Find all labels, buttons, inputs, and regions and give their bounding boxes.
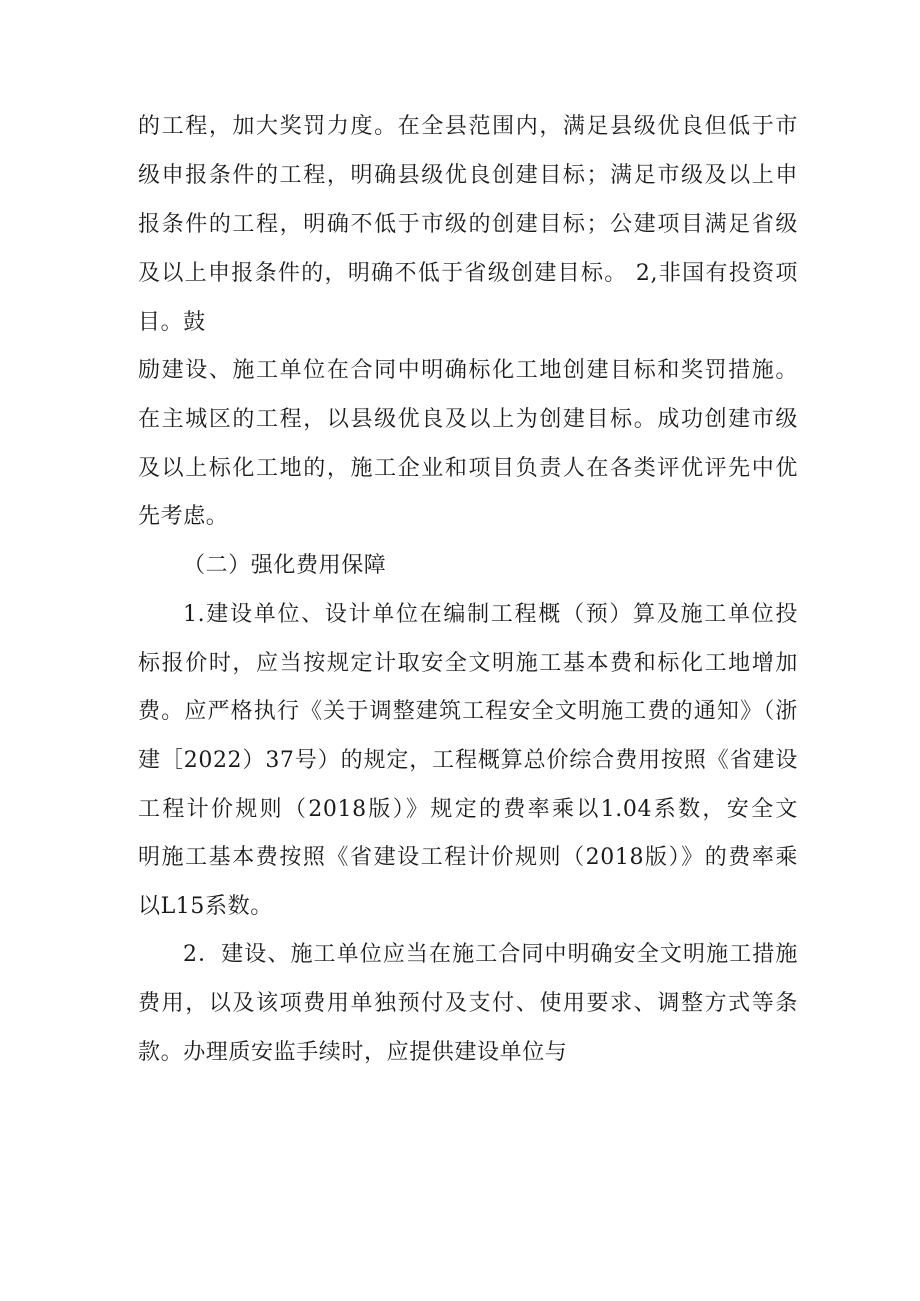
text-line: 费用，以及该项费用单独预付及支付、使用要求、调整方式等条 <box>138 991 798 1016</box>
text-line: 级申报条件的工程，明确县级优良创建目标；满足市级及以上申 <box>138 163 798 188</box>
text-line: 标报价时，应当按规定计取安全文明施工基本费和标化工地增加 <box>138 651 798 676</box>
section-heading: （二）强化费用保障 <box>183 553 387 578</box>
text-line: 2．建设、施工单位应当在施工合同中明确安全文明施工措施 <box>183 942 798 967</box>
text-line: 款。办理质安监手续时，应提供建设单位与 <box>138 1040 568 1065</box>
text-line: 的工程，加大奖罚力度。在全县范围内，满足县级优良但低于市 <box>138 114 798 139</box>
text-line: 及以上申报条件的，明确不低于省级创建目标。 2,非国有投资项 <box>138 261 798 286</box>
text-line: 明施工基本费按照《省建设工程计价规则（2018版）》的费率乘 <box>138 845 798 870</box>
text-line: 目。鼓 <box>138 310 206 335</box>
text-line: 建［2022）37号）的规定，工程概算总价综合费用按照《省建设 <box>138 748 798 773</box>
text-line: 以L15系数。 <box>138 894 273 919</box>
text-line: 费。应严格执行《关于调整建筑工程安全文明施工费的通知》（浙 <box>138 699 798 724</box>
text-line: 及以上标化工地的，施工企业和项目负责人在各类评优评先中优 <box>138 456 798 481</box>
text-line: 在主城区的工程，以县级优良及以上为创建目标。成功创建市级 <box>138 407 798 432</box>
text-line: 励建设、施工单位在合同中明确标化工地创建目标和奖罚措施。 <box>138 358 798 383</box>
text-line: 1.建设单位、设计单位在编制工程概（预）算及施工单位投 <box>183 602 798 627</box>
text-line: 报条件的工程，明确不低于市级的创建目标；公建项目满足省级 <box>138 212 798 237</box>
text-line: 工程计价规则（2018版）》规定的费率乘以1.04系数，安全文 <box>138 797 798 822</box>
text-line: 先考虑。 <box>138 504 229 529</box>
